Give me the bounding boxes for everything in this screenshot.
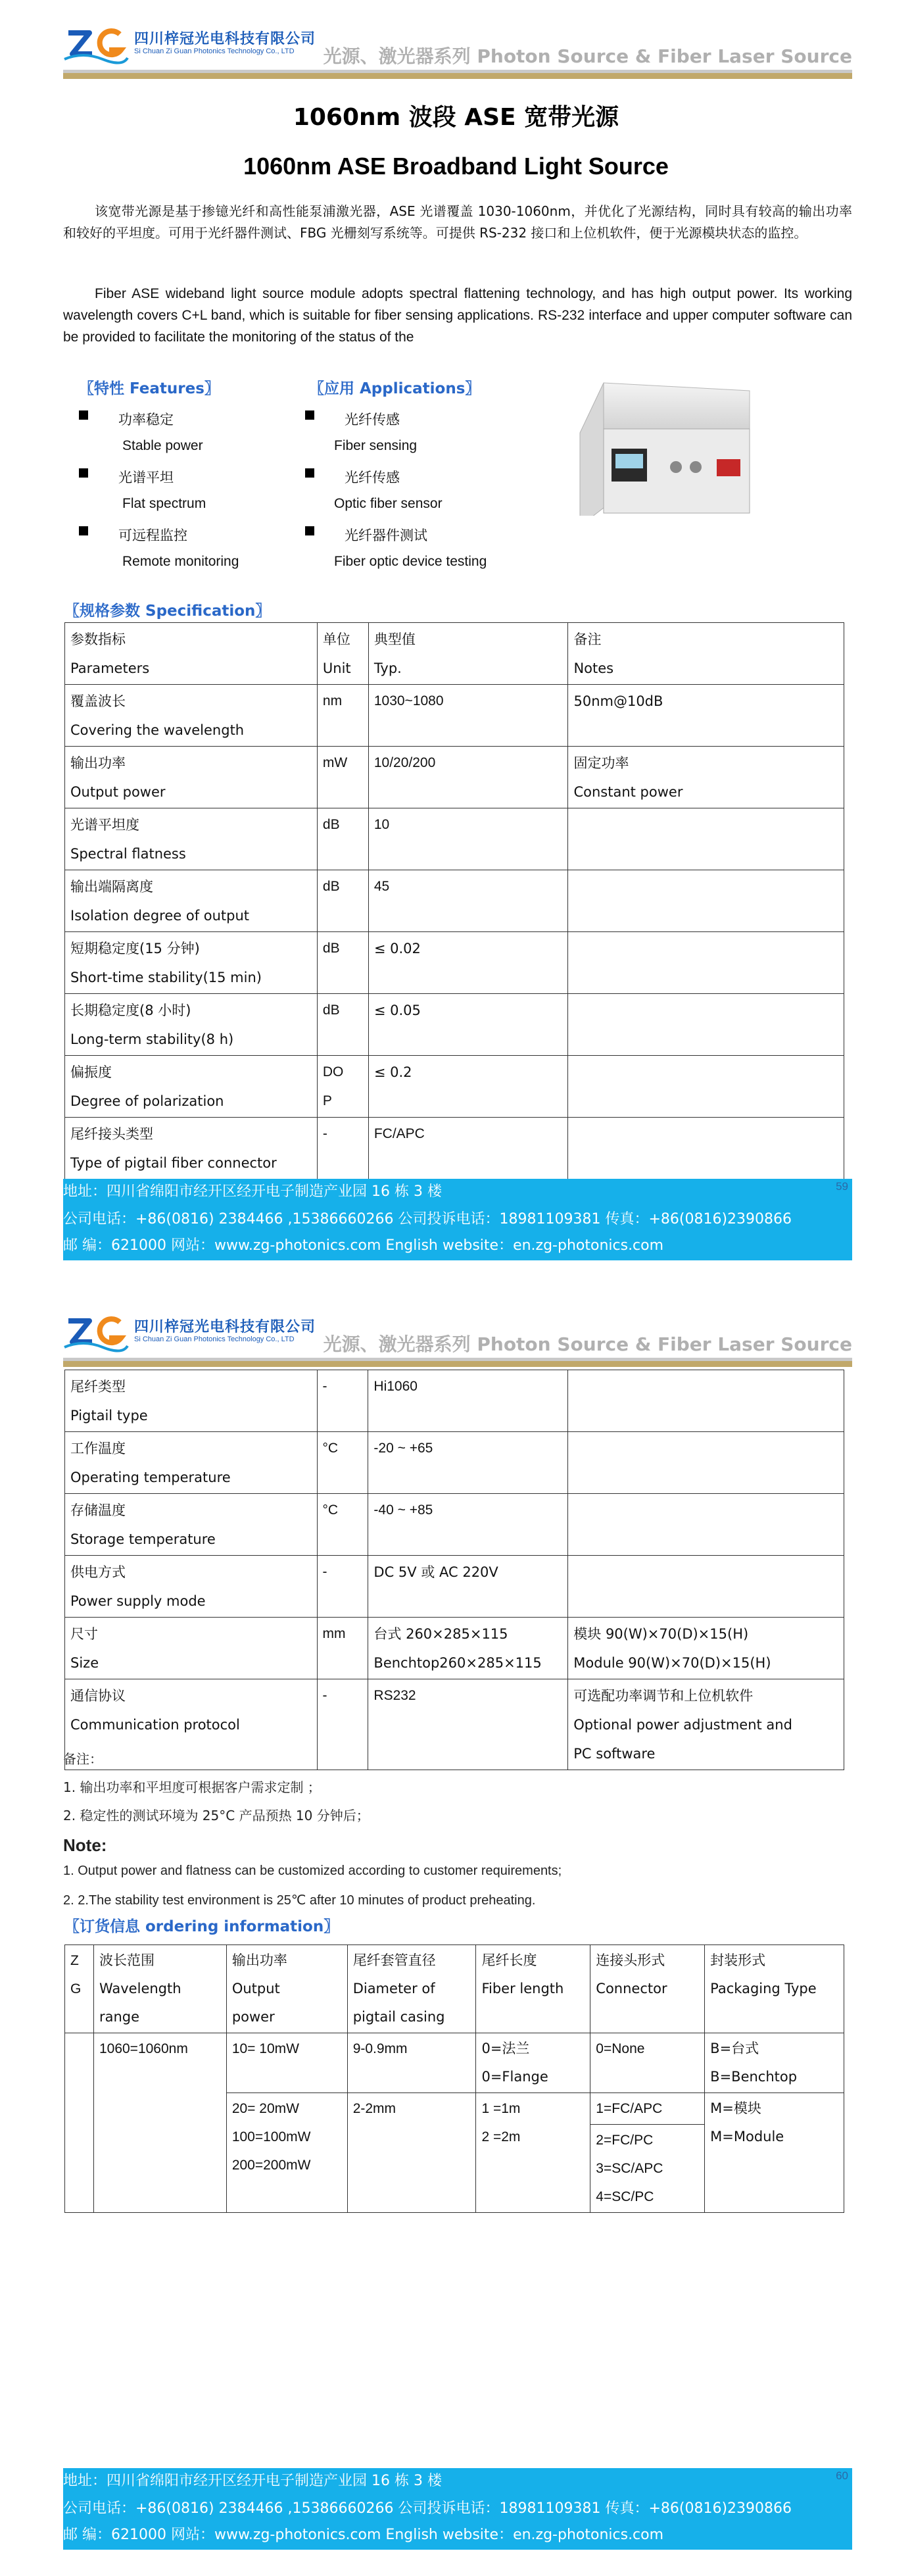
page-header	[63, 25, 852, 78]
table-row: 供电方式 Power supply mode - DC 5V 或 AC 220V	[65, 1556, 844, 1618]
table-row: 长期稳定度(8 小时) Long-term stability(8 h) dB ≤ 0.05	[65, 994, 844, 1056]
bullet-icon	[305, 468, 314, 478]
table-row: 尾纤类型 Pigtail type - Hi1060	[65, 1370, 844, 1432]
notes-heading: Note:	[63, 1835, 107, 1855]
page-footer	[63, 2468, 852, 2550]
applications-heading: 〖应用 Applications〗	[309, 380, 481, 397]
table-row: 尾纤接头类型 Type of pigtail fiber connector - FC/APC	[65, 1118, 844, 1179]
note-item: 1. 输出功率和平坦度可根据客户需求定制 ；	[63, 1779, 321, 1795]
company-logo-icon	[63, 1313, 129, 1352]
table-row: 输出端隔离度 Isolation degree of output dB 45	[65, 870, 844, 932]
features-heading: 〖特性 Features〗	[79, 380, 220, 397]
page-title-en: 1060nm ASE Broadband Light Source	[243, 153, 669, 180]
table-row: 存储温度 Storage temperature °C -40 ~ +85	[65, 1494, 844, 1556]
header-rule-gold	[63, 1361, 852, 1367]
note-item: 1. Output power and flatness can be customized according to customer requirements;	[63, 1864, 562, 1878]
table-row: 2=FC/PC 3=SC/APC 4=SC/PC	[65, 2125, 844, 2213]
ordering-heading: 〖订货信息 ordering information〗	[64, 1918, 339, 1935]
notes-en	[63, 1835, 562, 1920]
table-row: 尺寸 Size mm 台式 260×285×115 Benchtop260×285×115 模块 90(W)×70(D)×15(H) Module 90(W)×70(D)×15(H)	[65, 1618, 844, 1679]
bullet-icon	[79, 410, 88, 420]
table-row: 20= 20mW 100=100mW 200=200mW 2-2mm 1 =1m 2 =2m 1=FC/APC M=模块 M=Module	[65, 2093, 844, 2125]
notes-heading: 备注：	[63, 1751, 103, 1767]
bullet-icon	[79, 526, 88, 535]
company-name-cn: 四川梓冠光电科技有限公司	[134, 1319, 316, 1335]
company-name-en: Si Chuan Zi Guan Photonics Technology Co., LTD	[134, 1335, 295, 1343]
spec-table	[64, 622, 844, 1179]
table-row: 短期稳定度(15 分钟) Short-time stability(15 min) dB ≤ 0.02	[65, 932, 844, 994]
table-row: 输出功率 Output power mW 10/20/200 固定功率 Constant power	[65, 747, 844, 808]
footer-zip: 邮 编：621000 网站：www.zg-photonics.com English website：en.zg-photonics.com	[63, 2527, 664, 2543]
page-footer	[63, 1179, 852, 1260]
table-row: 通信协议 Communication protocol - RS232 可选配功率调节和上位机软件 Optional power adjustment and PC software	[65, 1679, 844, 1770]
note-item: 2. 稳定性的测试环境为 25°C 产品预热 10 分钟后；	[63, 1808, 370, 1823]
bullet-icon	[305, 526, 314, 535]
note-item: 2. 2.The stability test environment is 25℃ after 10 minutes of product preheating.	[63, 1893, 536, 1908]
footer-address: 地址：四川省绵阳市经开区经开电子制造产业园 16 栋 3 楼	[63, 2473, 442, 2489]
header-slogan: 光源、激光器系列 Photon Source & Fiber Laser Source	[323, 45, 852, 67]
footer-address: 地址：四川省绵阳市经开区经开电子制造产业园 16 栋 3 楼	[63, 1183, 442, 1200]
footer-phone: 公司电话：+86(0816) 2384466 ,15386660266 公司投诉电话：18981109381 传真：+86(0816)2390866	[63, 1211, 792, 1227]
bullet-icon	[79, 468, 88, 478]
table-row: 光谱平坦度 Spectral flatness dB 10	[65, 808, 844, 870]
page-2	[0, 1288, 912, 2576]
footer-phone: 公司电话：+86(0816) 2384466 ,15386660266 公司投诉电话：18981109381 传真：+86(0816)2390866	[63, 2500, 792, 2517]
intro-cn: 该宽带光源是基于掺镱光纤和高性能泵浦激光器，ASE 光谱覆盖 1030-1060nm，并优化了光源结构，同时具有较高的输出功率和较好的平坦度。可用于光纤器件测试、FBG 光栅刻写系统等。可提供 RS-232 接口和上位机软件，便于光源模块状态的监控。	[63, 203, 852, 241]
table-row: 覆盖波长 Covering the wavelength nm 1030~1080 50nm@10dB	[65, 685, 844, 747]
table-row: 偏振度 Degree of polarization DO P ≤ 0.2	[65, 1056, 844, 1118]
page-title-cn: 1060nm 波段 ASE 宽带光源	[293, 104, 619, 131]
company-name-cn: 四川梓冠光电科技有限公司	[134, 31, 316, 47]
spec-heading: 〖规格参数 Specification〗	[64, 603, 271, 620]
footer-zip: 邮 编：621000 网站：www.zg-photonics.com English website：en.zg-photonics.com	[63, 1237, 664, 1254]
company-logo-icon	[63, 25, 129, 64]
table-row: 参数指标 Parameters 单位 Unit 典型值 Typ. 备注 Notes	[65, 623, 844, 685]
page-number: 59	[836, 1180, 848, 1193]
header-rule-gold	[63, 73, 852, 79]
product-image	[577, 376, 756, 529]
table-row: Z G 波长范围 Wavelength range 输出功率 Output power 尾纤套管直径 Diameter of pigtail casing 尾纤长度 Fiber length 连接头形式 Connector 封装形式 Packaging Type	[65, 1945, 844, 2033]
page-header	[63, 1313, 852, 1366]
page-1: 四川梓冠光电科技有限公司 Si Chuan Zi Guan Photonics Technology Co., LTD 光源、激光器系列 Photon Source & Fiber Laser Source 1060nm 波段 ASE 宽带光源 1060nm ASE Broadband Light Source 该宽带光源是基于掺镱光纤和高性能泵浦激光器，ASE 光谱覆盖 1030-1060nm，并优化了光源结构，同时具有较高的输出功率和较好的平坦度。可用于光纤器件测试、FBG 光栅刻写系统等。可提供 RS-232 接口和上位机软件，便于光源模块状态的监控。 Fiber ASE wideband light source module adopts spectral flattening technology, and has high output power. Its working wavelength covers C+L band, which is suitable for fiber sensing applications. RS-232 interface and upper computer software can be provided to facilitate the monitoring of the status of the 〖特性 Features〗 功率稳定 Stable power 光谱平坦 Flat spectrum 可远程监控 Remote monitoring 〖应用 Applications〗 光纤传感 Fiber sensing 光纤传感 Optic fiber sensor 光纤器件测试 Fiber optic device testing 〖规格参数 Specification〗 参数指标 Parameters 单位 Unit 典型值 Typ. 备注 Notes 覆盖波长 Covering the wavelength nm 1030~1080 50nm@10dB 输出功率 Output power mW 10/20/200 固定功率 Constant power 光谱平坦度 Spectral flatness dB 10 输出端隔离度 Isolation degree of output dB 45 短期稳定度(15 分钟) Short-time stability(15 min) dB ≤ 0.02 长期稳定度(8 小时) Long-term stability(8 h) dB ≤ 0.05 偏振度 Degree of polarization DO P ≤ 0.2 尾纤接头类型 Type of pigtail fiber connector - FC/APC 地址：四川省绵阳市经开区经开电子制造产业园 16 栋 3 楼 59 公司电话：+86(0816) 2384466 ,15386660266 公司投诉电话：18981109381 传真：+86(0816)2390866 邮 编：621000 网站：www.zg-photonics.com English website：en.zg-photonics.com	[0, 0, 912, 1288]
table-row: 1060=1060nm 10= 10mW 9-0.9mm 0=法兰 0=Flange 0=None B=台式 B=Benchtop	[65, 2033, 844, 2093]
bullet-icon	[305, 410, 314, 420]
table-row: 工作温度 Operating temperature °C -20 ~ +65	[65, 1432, 844, 1494]
spec-table-continued	[64, 1370, 844, 1770]
ordering-table	[64, 1944, 844, 2213]
intro-en: Fiber ASE wideband light source module adopts spectral flattening technology, and has high output power. Its working wavelength covers C+L band, which is suitable for fiber sensing applications. RS-232 interface and upper computer software can be provided to facilitate the monitoring of the status of the	[63, 286, 852, 345]
page-number: 60	[836, 2469, 848, 2482]
header-slogan: 光源、激光器系列 Photon Source & Fiber Laser Source	[323, 1333, 852, 1355]
company-name-en: Si Chuan Zi Guan Photonics Technology Co., LTD	[134, 47, 295, 55]
notes-cn	[63, 1748, 370, 1833]
